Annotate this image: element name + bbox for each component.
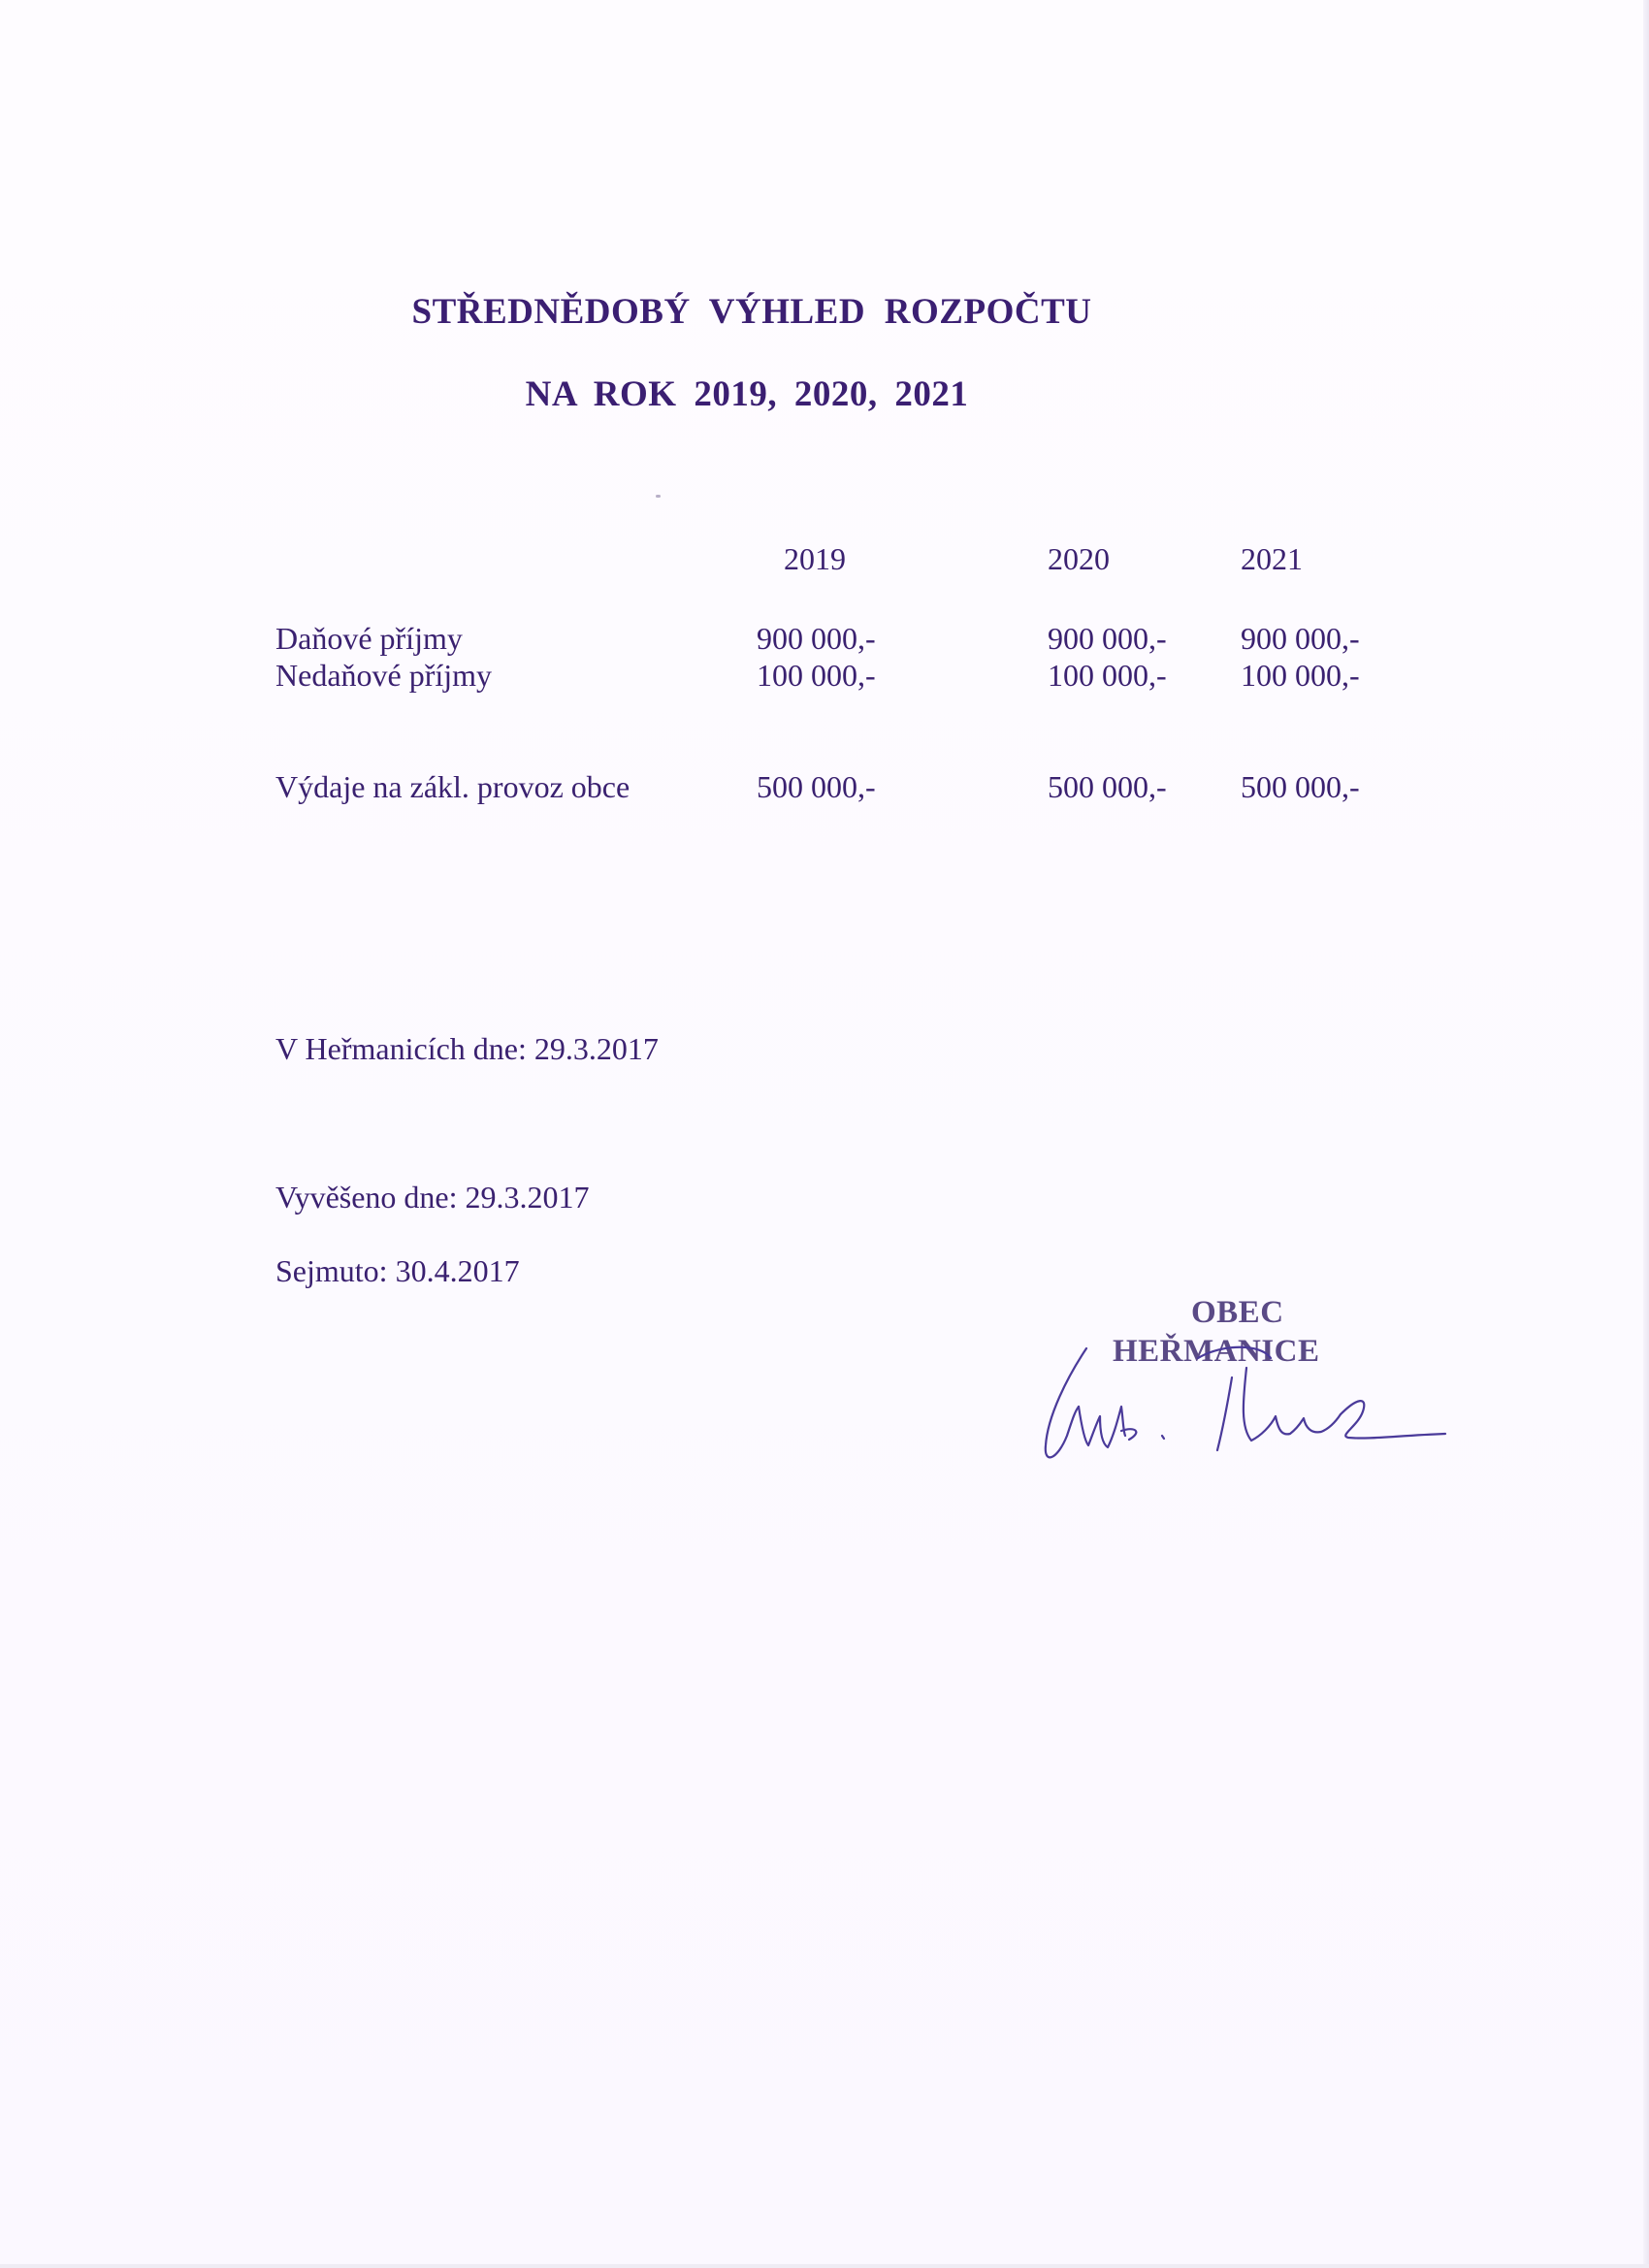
place-date-line: V Heřmanicích dne: 29.3.2017 — [275, 1031, 659, 1066]
scan-speck — [656, 495, 661, 498]
row-value-2019: 500 000,- — [757, 769, 876, 804]
page-edge-shadow — [1643, 0, 1649, 2268]
row-value-2021: 500 000,- — [1241, 769, 1360, 804]
stamp-line-obec: OBEC — [1191, 1295, 1284, 1330]
row-value-2020: 500 000,- — [1048, 769, 1167, 804]
stamp-line-hermanice: HEŘMANICE — [1113, 1334, 1320, 1369]
removed-date-line: Sejmuto: 30.4.2017 — [275, 1253, 520, 1288]
row-label: Nedaňové příjmy — [275, 658, 493, 693]
row-value-2019: 100 000,- — [757, 658, 876, 693]
year-header-2019: 2019 — [784, 541, 846, 576]
row-label: Daňové příjmy — [275, 621, 463, 656]
row-value-2019: 900 000,- — [757, 621, 876, 656]
year-header-2021: 2021 — [1241, 541, 1303, 576]
document-title: STŘEDNĚDOBÝ VÝHLED ROZPOČTU — [411, 292, 1092, 332]
document-subtitle: NA ROK 2019, 2020, 2021 — [525, 374, 969, 414]
row-value-2021: 100 000,- — [1241, 658, 1360, 693]
page-bottom-edge — [0, 2264, 1649, 2268]
handwritten-signature — [1028, 1339, 1455, 1484]
row-label: Výdaje na zákl. provoz obce — [275, 769, 630, 804]
year-header-2020: 2020 — [1048, 541, 1110, 576]
row-value-2020: 100 000,- — [1048, 658, 1167, 693]
posted-date-line: Vyvěšeno dne: 29.3.2017 — [275, 1180, 590, 1215]
row-value-2020: 900 000,- — [1048, 621, 1167, 656]
row-value-2021: 900 000,- — [1241, 621, 1360, 656]
